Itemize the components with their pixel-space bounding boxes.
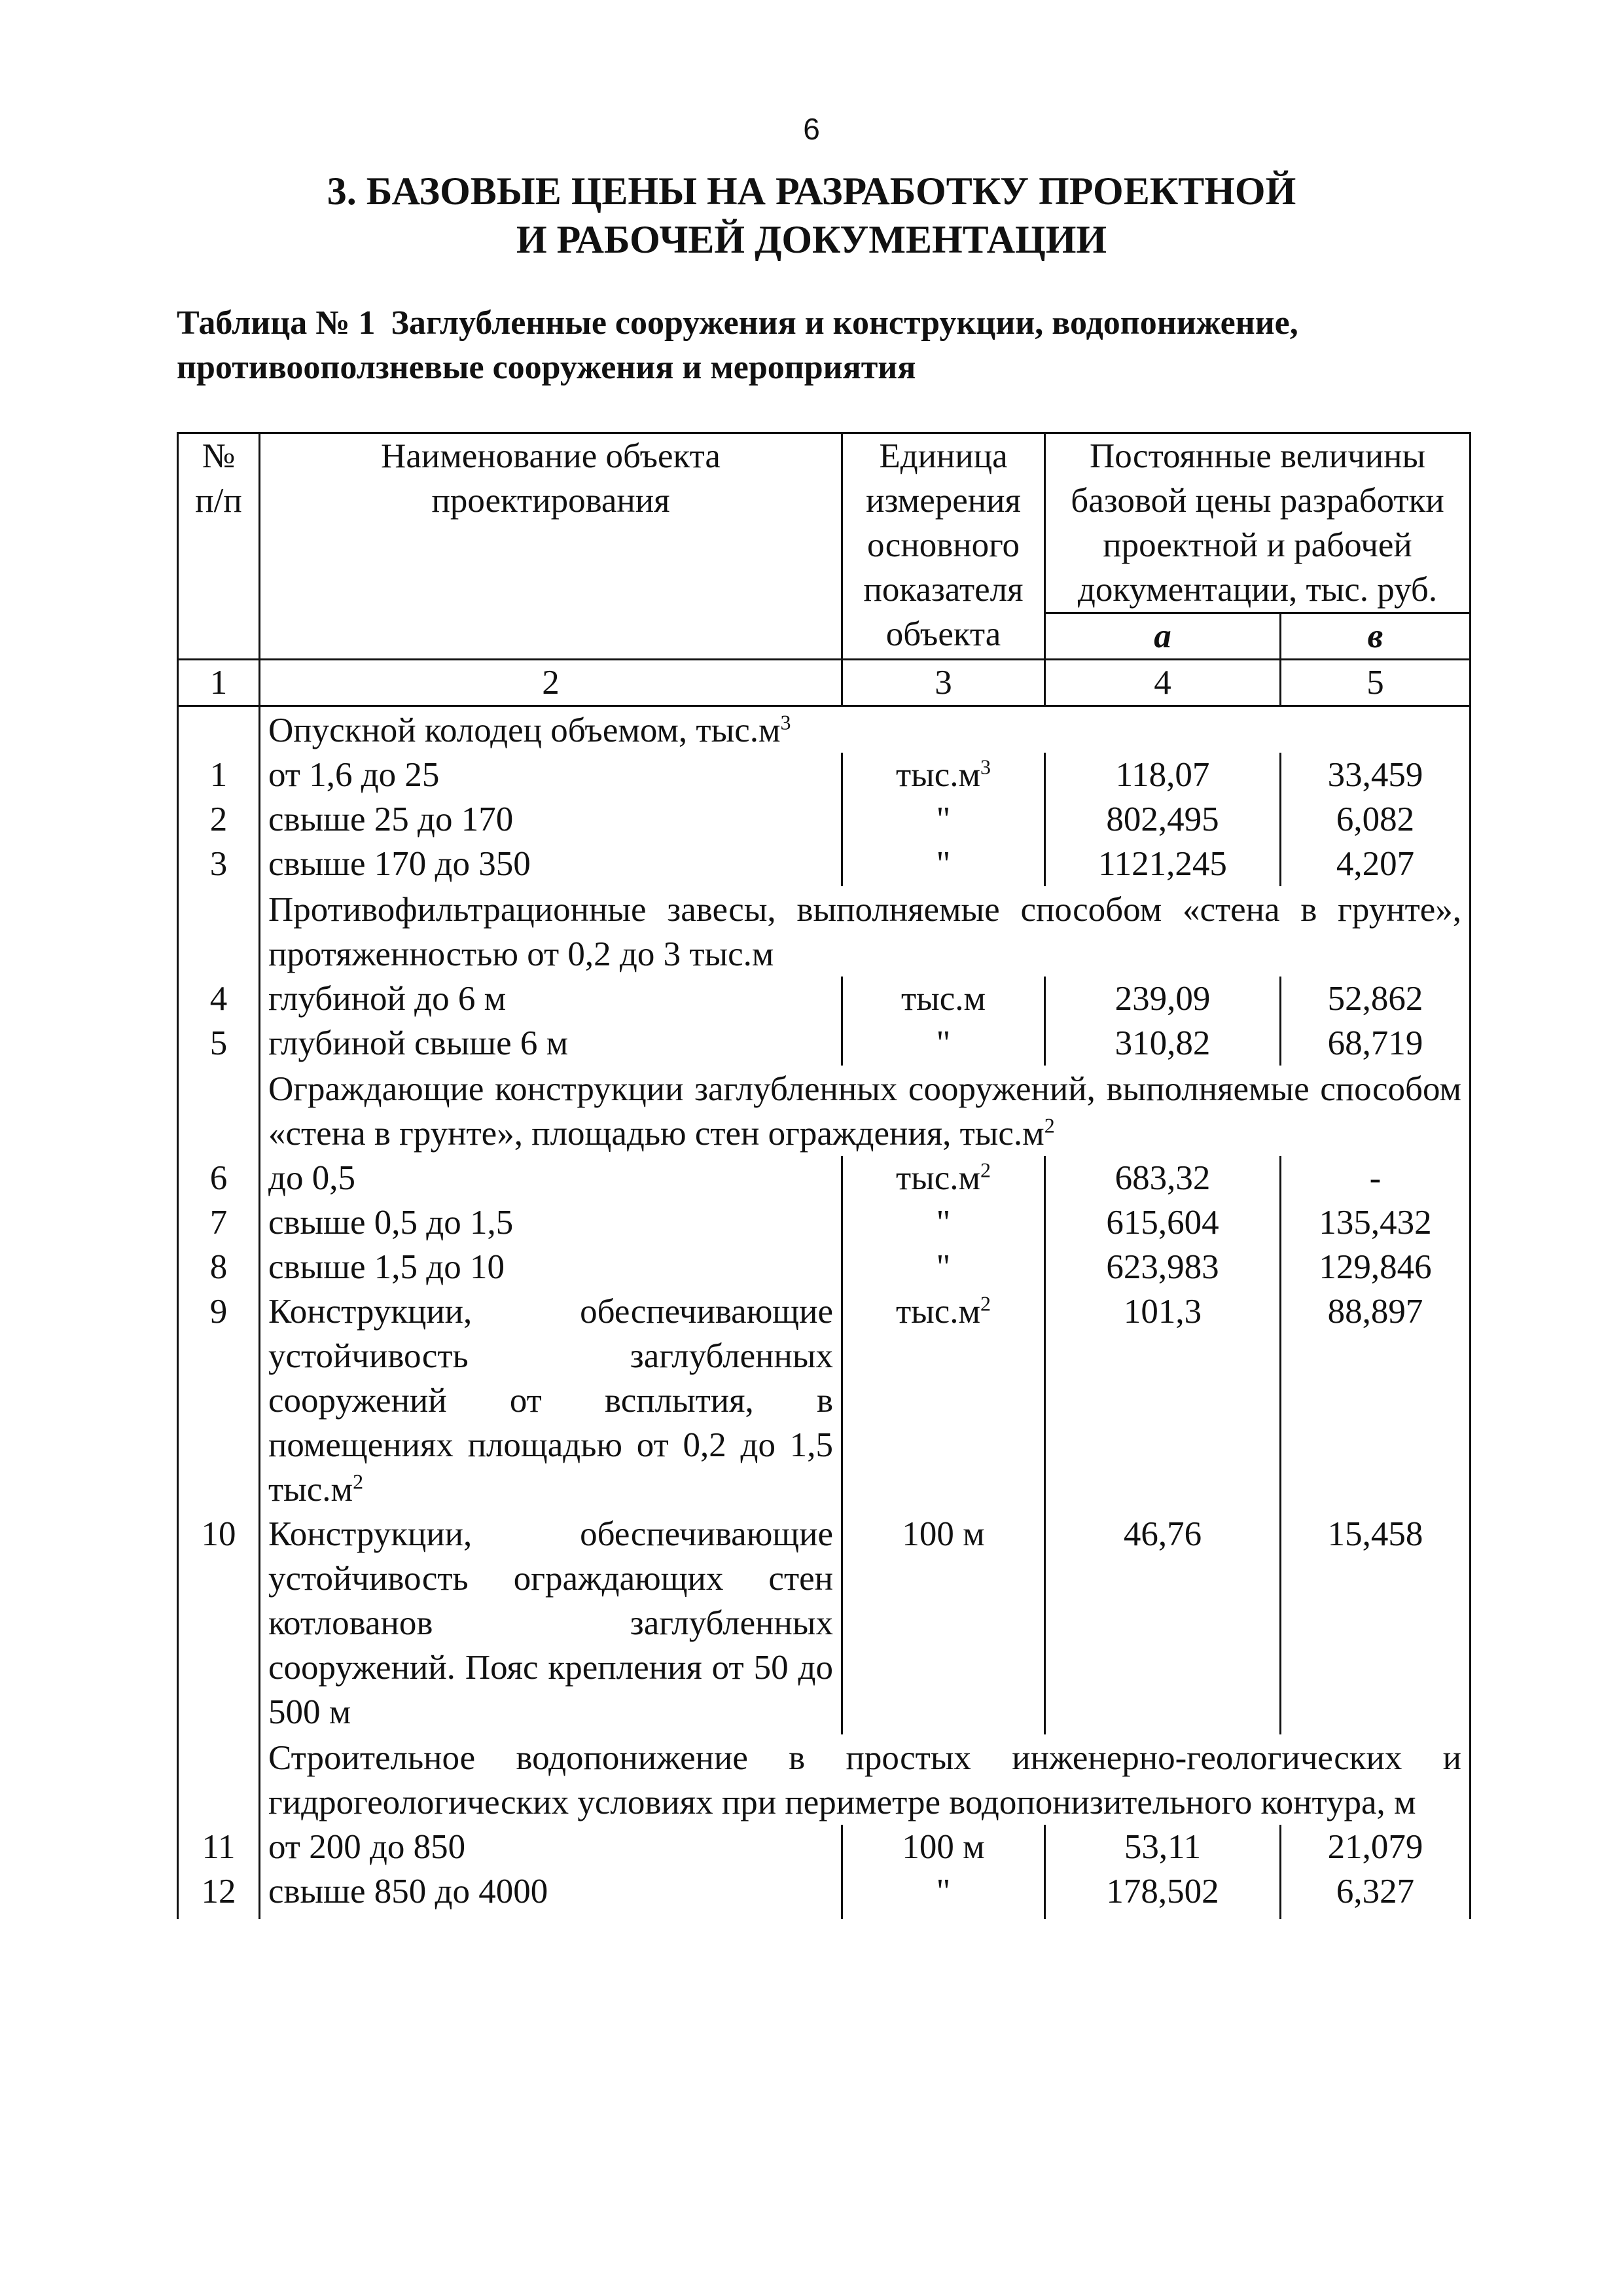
table-body (178, 706, 1471, 1920)
row-value-a: 53,11 (1045, 1825, 1281, 1869)
row-unit: " (842, 842, 1045, 886)
price-table (177, 432, 1469, 1919)
row-value-a: 101,3 (1045, 1289, 1281, 1512)
row-name: от 200 до 850 (260, 1825, 842, 1869)
row-value-a: 1121,245 (1045, 842, 1281, 886)
table-caption (177, 301, 1479, 390)
row-name: от 1,6 до 25 (260, 753, 842, 797)
group-title: Строительное водопонижение в простых инженерно-геологических и гидрогеологических условиях при периметре водопонизительного контура, м (260, 1734, 1471, 1825)
row-value-b: 135,432 (1281, 1200, 1471, 1245)
row-unit: $тыс.м^2$ (842, 1289, 1045, 1512)
table-row (178, 1245, 1471, 1289)
table-caption-text: Заглубленные сооружения и конструкции, водопонижение, противооползневые сооружения и мероприятия (177, 304, 1298, 386)
group-num-cell (178, 706, 260, 753)
table-row (178, 1021, 1471, 1066)
col-number-3: 3 (842, 660, 1045, 706)
row-number: 8 (178, 1245, 260, 1289)
row-name: глубиной свыше 6 м (260, 1021, 842, 1066)
page-number: 6 (803, 112, 820, 146)
row-value-a: 178,502 (1045, 1869, 1281, 1919)
table-header (178, 433, 1471, 706)
row-number: 4 (178, 977, 260, 1021)
group-title: Противофильтрационные завесы, выполняемые способом «стена в грунте», протяженностью от 0,2 до 3 тыс.м (260, 886, 1471, 977)
row-value-a: 683,32 (1045, 1156, 1281, 1200)
row-value-a: 118,07 (1045, 753, 1281, 797)
header-price: Постоянные величины базовой цены разработки проектной и рабочей документации, тыс. руб. (1045, 433, 1471, 613)
row-name: Конструкции, обеспечивающие устойчивость ограждающих стен котлованов заглубленных сооружений. Пояс крепления от 50 до 500 м (260, 1512, 842, 1734)
section-title-line-1: 3. БАЗОВЫЕ ЦЕНЫ НА РАЗРАБОТКУ ПРОЕКТНОЙ (327, 170, 1296, 213)
table-row (178, 797, 1471, 842)
table-row (178, 1289, 1471, 1512)
row-number: 3 (178, 842, 260, 886)
table-row (178, 1869, 1471, 1919)
row-number: 10 (178, 1512, 260, 1734)
section-title (0, 167, 1623, 264)
header-a: а (1045, 613, 1281, 660)
row-value-a: 310,82 (1045, 1021, 1281, 1066)
row-value-b: 52,862 (1281, 977, 1471, 1021)
header-unit: Единица измерения основного показателя объекта (842, 433, 1045, 660)
table-row (178, 1825, 1471, 1869)
row-name: Конструкции, обеспечивающие устойчивость заглубленных сооружений от всплытия, в помещениях площадью от 0,2 до 1,5 $тыс.м^2$ (260, 1289, 842, 1512)
row-unit: 100 м (842, 1512, 1045, 1734)
table-row (178, 1156, 1471, 1200)
row-value-a: 239,09 (1045, 977, 1281, 1021)
row-unit: 100 м (842, 1825, 1045, 1869)
col-number-2: 2 (260, 660, 842, 706)
row-value-a: 623,983 (1045, 1245, 1281, 1289)
row-name: свыше 1,5 до 10 (260, 1245, 842, 1289)
row-value-b: 88,897 (1281, 1289, 1471, 1512)
row-value-b: 68,719 (1281, 1021, 1471, 1066)
row-unit: $тыс.м^3$ (842, 753, 1045, 797)
group-row (178, 1734, 1471, 1825)
table-caption-label: Таблица № 1 (177, 304, 376, 342)
table-row (178, 842, 1471, 886)
row-value-a: 802,495 (1045, 797, 1281, 842)
group-row (178, 1066, 1471, 1156)
row-value-b: 33,459 (1281, 753, 1471, 797)
group-num-cell (178, 1066, 260, 1156)
row-number: 9 (178, 1289, 260, 1512)
col-number-1: 1 (178, 660, 260, 706)
row-number: 2 (178, 797, 260, 842)
header-b: в (1281, 613, 1471, 660)
group-row (178, 706, 1471, 753)
table-row (178, 977, 1471, 1021)
header-name: Наименование объекта проектирования (260, 433, 842, 660)
col-number-5: 5 (1281, 660, 1471, 706)
row-name: свыше 0,5 до 1,5 (260, 1200, 842, 1245)
section-title-line-2: И РАБОЧЕЙ ДОКУМЕНТАЦИИ (516, 218, 1107, 261)
row-unit: " (842, 1869, 1045, 1919)
row-unit: тыс.м (842, 977, 1045, 1021)
group-row (178, 886, 1471, 977)
row-unit: " (842, 1245, 1045, 1289)
row-name: до 0,5 (260, 1156, 842, 1200)
row-value-b: 4,207 (1281, 842, 1471, 886)
group-title: Ограждающие конструкции заглубленных сооружений, выполняемые способом «стена в грунте», площадью стен ограждения, $тыс.м^2$ (260, 1066, 1471, 1156)
row-value-b: 129,846 (1281, 1245, 1471, 1289)
row-value-b: 6,082 (1281, 797, 1471, 842)
row-unit: " (842, 1200, 1045, 1245)
row-unit: $тыс.м^2$ (842, 1156, 1045, 1200)
table-row (178, 1200, 1471, 1245)
group-num-cell (178, 886, 260, 977)
row-number: 11 (178, 1825, 260, 1869)
row-value-b: 6,327 (1281, 1869, 1471, 1919)
row-number: 5 (178, 1021, 260, 1066)
table-row (178, 1512, 1471, 1734)
row-value-b: - (1281, 1156, 1471, 1200)
row-value-a: 46,76 (1045, 1512, 1281, 1734)
row-unit: " (842, 1021, 1045, 1066)
row-number: 12 (178, 1869, 260, 1919)
row-value-b: 15,458 (1281, 1512, 1471, 1734)
row-number: 7 (178, 1200, 260, 1245)
row-name: свыше 25 до 170 (260, 797, 842, 842)
table-row (178, 753, 1471, 797)
row-value-b: 21,079 (1281, 1825, 1471, 1869)
row-name: свыше 850 до 4000 (260, 1869, 842, 1919)
col-number-4: 4 (1045, 660, 1281, 706)
row-name: свыше 170 до 350 (260, 842, 842, 886)
row-unit: " (842, 797, 1045, 842)
row-number: 1 (178, 753, 260, 797)
header-num: № п/п (178, 433, 260, 660)
row-number: 6 (178, 1156, 260, 1200)
row-value-a: 615,604 (1045, 1200, 1281, 1245)
group-title: Опускной колодец объемом, $тыс.м^3$ (260, 706, 1471, 753)
row-name: глубиной до 6 м (260, 977, 842, 1021)
group-num-cell (178, 1734, 260, 1825)
